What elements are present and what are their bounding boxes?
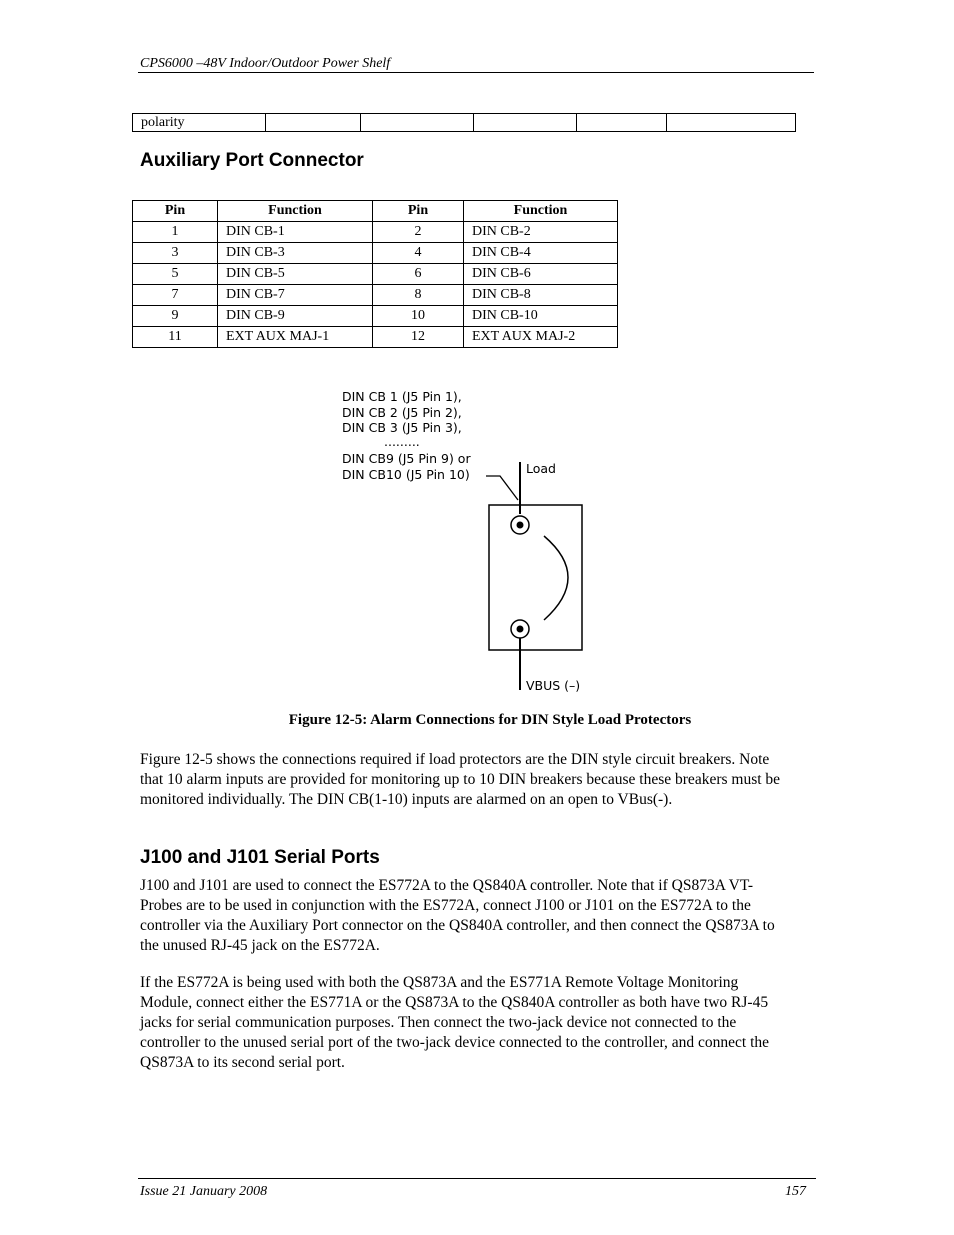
empty-cell — [667, 114, 796, 132]
figure-label-din-cb2: DIN CB 2 (J5 Pin 2), — [342, 405, 462, 420]
pin-cell: 5 — [133, 264, 218, 285]
page-number: 157 — [785, 1184, 806, 1199]
section-heading-serial-ports: J100 and J101 Serial Ports — [140, 847, 380, 868]
table-row — [133, 222, 618, 243]
table-row — [133, 327, 618, 348]
table-header-row — [133, 201, 618, 222]
function-cell: DIN CB-9 — [218, 306, 373, 327]
table-row — [133, 306, 618, 327]
pin-cell: 8 — [373, 285, 464, 306]
footer-rule — [138, 1178, 816, 1179]
function-cell: DIN CB-5 — [218, 264, 373, 285]
empty-cell — [577, 114, 667, 132]
pin-cell: 7 — [133, 285, 218, 306]
paragraph-serial-ports-2: If the ES772A is being used with both the QS873A and the ES771A Remote Voltage Monitoring Module, connect either the ES771A or the QS873A to the QS840A controller as both have two RJ-45 jacks for serial communication purposes. Then connect the two-jack device not connected to the controller to the unused serial port of the two-jack device connected to the controller, and connect the QS873A to its second serial port. — [140, 974, 770, 1071]
polarity-table — [132, 113, 796, 132]
pin-cell: 12 — [373, 327, 464, 348]
function-cell: DIN CB-10 — [464, 306, 618, 327]
figure-label-vbus: VBUS (–) — [526, 678, 581, 693]
function-cell: EXT AUX MAJ-1 — [218, 327, 373, 348]
figure-label-din-cb9: DIN CB9 (J5 Pin 9) or — [342, 451, 471, 466]
table-row — [133, 114, 796, 132]
pin-cell: 9 — [133, 306, 218, 327]
figure-label-load: Load — [526, 461, 556, 476]
function-cell: DIN CB-7 — [218, 285, 373, 306]
pin-cell: 10 — [373, 306, 464, 327]
pin-cell: 6 — [373, 264, 464, 285]
empty-cell — [361, 114, 474, 132]
function-cell: DIN CB-3 — [218, 243, 373, 264]
empty-cell — [266, 114, 361, 132]
function-cell: DIN CB-1 — [218, 222, 373, 243]
polarity-cell: polarity — [133, 114, 266, 132]
function-cell: EXT AUX MAJ-2 — [464, 327, 618, 348]
header-title: CPS6000 –48V Indoor/Outdoor Power Shelf — [140, 56, 391, 71]
leader-line — [486, 476, 518, 500]
paragraph-serial-ports-1: J100 and J101 are used to connect the ES772A to the QS840A controller. Note that if QS873A VT-Probes are to be used in conjunction with the ES772A, connect J100 or J101 on the ES772A to the controller via the Auxiliary Port connector on the QS840A controller, and then connect the QS873A to the unused RJ-45 jack on the ES772A. — [140, 877, 775, 954]
col-header-pin: Pin — [133, 201, 218, 222]
figure-label-din-cb1: DIN CB 1 (J5 Pin 1), — [342, 389, 462, 404]
function-cell: DIN CB-6 — [464, 264, 618, 285]
aux-pin-table — [132, 200, 618, 348]
table-row — [133, 243, 618, 264]
table-row — [133, 285, 618, 306]
section-heading-aux-port: Auxiliary Port Connector — [140, 150, 364, 171]
figure-caption: Figure 12-5: Alarm Connections for DIN Style Load Protectors — [288, 712, 692, 728]
pin-cell: 2 — [373, 222, 464, 243]
figure-label-din-cb10: DIN CB10 (J5 Pin 10) — [342, 467, 470, 482]
pin-cell: 1 — [133, 222, 218, 243]
bottom-terminal-dot — [517, 626, 524, 633]
empty-cell — [474, 114, 577, 132]
function-cell: DIN CB-8 — [464, 285, 618, 306]
footer-issue: Issue 21 January 2008 — [140, 1184, 268, 1199]
function-cell: DIN CB-2 — [464, 222, 618, 243]
pin-cell: 11 — [133, 327, 218, 348]
table-row — [133, 264, 618, 285]
paragraph-din-description: Figure 12-5 shows the connections required if load protectors are the DIN style circuit breakers. Note that 10 alarm inputs are provided for monitoring up to 10 DIN breakers because these breakers must be monitored individually. The DIN CB(1-10) inputs are alarmed on an open to VBus(-). — [140, 751, 781, 808]
pin-cell: 4 — [373, 243, 464, 264]
function-cell: DIN CB-4 — [464, 243, 618, 264]
top-terminal-dot — [517, 522, 524, 529]
header-rule — [138, 72, 814, 73]
switch-arc — [544, 536, 568, 620]
col-header-function: Function — [218, 201, 373, 222]
figure-label-din-cb3: DIN CB 3 (J5 Pin 3), — [342, 420, 462, 435]
col-header-function: Function — [464, 201, 618, 222]
pin-cell: 3 — [133, 243, 218, 264]
col-header-pin: Pin — [373, 201, 464, 222]
figure-label-dots: ......... — [384, 434, 420, 449]
alarm-connection-diagram — [330, 384, 610, 696]
